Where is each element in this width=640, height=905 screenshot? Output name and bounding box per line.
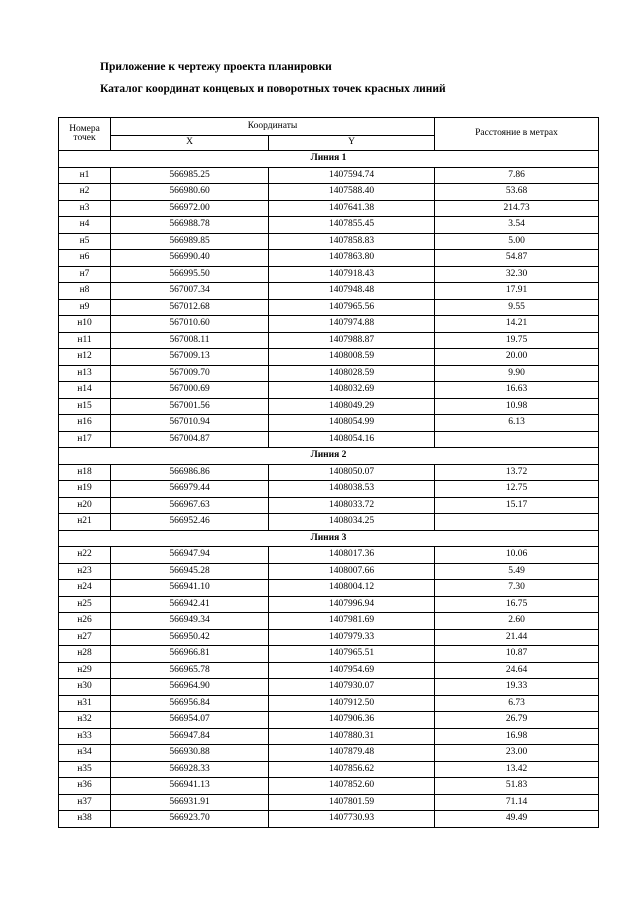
x-coordinate-cell: 566941.13 — [111, 778, 269, 795]
table-row — [59, 200, 599, 217]
table-row — [59, 794, 599, 811]
point-number-cell: н10 — [59, 316, 111, 333]
table-row — [59, 629, 599, 646]
y-coordinate-cell: 1407856.62 — [269, 761, 435, 778]
table-row — [59, 167, 599, 184]
y-coordinate-cell: 1408038.53 — [269, 481, 435, 498]
table-row — [59, 365, 599, 382]
distance-cell: 51.83 — [435, 778, 599, 795]
distance-cell — [435, 514, 599, 531]
table-row — [59, 233, 599, 250]
point-number-cell: н36 — [59, 778, 111, 795]
point-number-cell: н15 — [59, 398, 111, 415]
y-coordinate-cell: 1408028.59 — [269, 365, 435, 382]
x-coordinate-cell: 566988.78 — [111, 217, 269, 234]
x-coordinate-cell: 566947.84 — [111, 728, 269, 745]
distance-cell: 24.64 — [435, 662, 599, 679]
x-coordinate-cell: 566972.00 — [111, 200, 269, 217]
point-number-cell: н28 — [59, 646, 111, 663]
distance-cell: 54.87 — [435, 250, 599, 267]
point-number-cell: н26 — [59, 613, 111, 630]
y-coordinate-cell: 1407979.33 — [269, 629, 435, 646]
point-number-cell: н23 — [59, 563, 111, 580]
point-number-cell: н38 — [59, 811, 111, 828]
section-title: Линия 3 — [59, 530, 599, 547]
x-coordinate-cell: 566986.86 — [111, 464, 269, 481]
table-row — [59, 217, 599, 234]
distance-cell: 7.86 — [435, 167, 599, 184]
table-row — [59, 481, 599, 498]
distance-cell: 6.73 — [435, 695, 599, 712]
table-row — [59, 679, 599, 696]
header-distance: Расстояние в метрах — [435, 118, 599, 151]
table-row — [59, 464, 599, 481]
y-coordinate-cell: 1407879.48 — [269, 745, 435, 762]
y-coordinate-cell: 1407858.83 — [269, 233, 435, 250]
x-coordinate-cell: 566930.88 — [111, 745, 269, 762]
distance-cell: 5.00 — [435, 233, 599, 250]
point-number-cell: н29 — [59, 662, 111, 679]
distance-cell: 13.42 — [435, 761, 599, 778]
distance-cell: 53.68 — [435, 184, 599, 201]
y-coordinate-cell: 1407801.59 — [269, 794, 435, 811]
header-point-numbers: Номера точек — [59, 118, 111, 151]
table-row — [59, 382, 599, 399]
table-row — [59, 398, 599, 415]
table-row — [59, 580, 599, 597]
catalog-title: Каталог координат концевых и поворотных точек красных линий — [100, 83, 446, 95]
x-coordinate-cell: 567010.94 — [111, 415, 269, 432]
distance-cell: 16.98 — [435, 728, 599, 745]
x-coordinate-cell: 566942.41 — [111, 596, 269, 613]
table-row — [59, 431, 599, 448]
point-number-cell: н11 — [59, 332, 111, 349]
y-coordinate-cell: 1408032.69 — [269, 382, 435, 399]
point-number-cell: н18 — [59, 464, 111, 481]
section-title: Линия 2 — [59, 448, 599, 465]
table-row — [59, 811, 599, 828]
y-coordinate-cell: 1408004.12 — [269, 580, 435, 597]
y-coordinate-cell: 1408008.59 — [269, 349, 435, 366]
table-row — [59, 332, 599, 349]
point-number-cell: н32 — [59, 712, 111, 729]
table-row — [59, 761, 599, 778]
header-x: X — [111, 136, 269, 151]
y-coordinate-cell: 1408054.99 — [269, 415, 435, 432]
x-coordinate-cell: 567001.56 — [111, 398, 269, 415]
distance-cell: 32.30 — [435, 266, 599, 283]
x-coordinate-cell: 566964.90 — [111, 679, 269, 696]
y-coordinate-cell: 1407912.50 — [269, 695, 435, 712]
table-row — [59, 547, 599, 564]
point-number-cell: н2 — [59, 184, 111, 201]
y-coordinate-cell: 1407974.88 — [269, 316, 435, 333]
point-number-cell: н22 — [59, 547, 111, 564]
table-row — [59, 712, 599, 729]
table-row — [59, 415, 599, 432]
point-number-cell: н25 — [59, 596, 111, 613]
distance-cell — [435, 431, 599, 448]
table-row — [59, 497, 599, 514]
distance-cell: 13.72 — [435, 464, 599, 481]
y-coordinate-cell: 1407988.87 — [269, 332, 435, 349]
x-coordinate-cell: 566947.94 — [111, 547, 269, 564]
point-number-cell: н4 — [59, 217, 111, 234]
x-coordinate-cell: 567009.70 — [111, 365, 269, 382]
x-coordinate-cell: 566966.81 — [111, 646, 269, 663]
point-number-cell: н5 — [59, 233, 111, 250]
point-number-cell: н37 — [59, 794, 111, 811]
x-coordinate-cell: 566945.28 — [111, 563, 269, 580]
x-coordinate-cell: 567008.11 — [111, 332, 269, 349]
table-row — [59, 250, 599, 267]
y-coordinate-cell: 1407948.48 — [269, 283, 435, 300]
y-coordinate-cell: 1407588.40 — [269, 184, 435, 201]
x-coordinate-cell: 567010.60 — [111, 316, 269, 333]
point-number-cell: н13 — [59, 365, 111, 382]
point-number-cell: н33 — [59, 728, 111, 745]
x-coordinate-cell: 566979.44 — [111, 481, 269, 498]
y-coordinate-cell: 1407730.93 — [269, 811, 435, 828]
distance-cell: 6.13 — [435, 415, 599, 432]
distance-cell: 23.00 — [435, 745, 599, 762]
point-number-cell: н9 — [59, 299, 111, 316]
x-coordinate-cell: 566989.85 — [111, 233, 269, 250]
distance-cell: 16.63 — [435, 382, 599, 399]
table-row — [59, 266, 599, 283]
distance-cell: 21.44 — [435, 629, 599, 646]
x-coordinate-cell: 566995.50 — [111, 266, 269, 283]
x-coordinate-cell: 566967.63 — [111, 497, 269, 514]
distance-cell: 19.33 — [435, 679, 599, 696]
distance-cell: 26.79 — [435, 712, 599, 729]
distance-cell: 14.21 — [435, 316, 599, 333]
distance-cell: 3.54 — [435, 217, 599, 234]
x-coordinate-cell: 567012.68 — [111, 299, 269, 316]
table-row — [59, 613, 599, 630]
distance-cell: 9.90 — [435, 365, 599, 382]
distance-cell: 20.00 — [435, 349, 599, 366]
distance-cell: 12.75 — [435, 481, 599, 498]
y-coordinate-cell: 1408007.66 — [269, 563, 435, 580]
table-row — [59, 349, 599, 366]
section-title: Линия 1 — [59, 151, 599, 168]
point-number-cell: н30 — [59, 679, 111, 696]
point-number-cell: н20 — [59, 497, 111, 514]
y-coordinate-cell: 1408054.16 — [269, 431, 435, 448]
header-y: Y — [269, 136, 435, 151]
y-coordinate-cell: 1408034.25 — [269, 514, 435, 531]
x-coordinate-cell: 566980.60 — [111, 184, 269, 201]
distance-cell: 17.91 — [435, 283, 599, 300]
section-header-row — [59, 151, 599, 168]
table-row — [59, 662, 599, 679]
x-coordinate-cell: 567009.13 — [111, 349, 269, 366]
y-coordinate-cell: 1407965.51 — [269, 646, 435, 663]
table-row — [59, 596, 599, 613]
y-coordinate-cell: 1407954.69 — [269, 662, 435, 679]
y-coordinate-cell: 1407880.31 — [269, 728, 435, 745]
point-number-cell: н34 — [59, 745, 111, 762]
x-coordinate-cell: 566985.25 — [111, 167, 269, 184]
section-header-row — [59, 530, 599, 547]
y-coordinate-cell: 1407965.56 — [269, 299, 435, 316]
distance-cell: 19.75 — [435, 332, 599, 349]
table-row — [59, 728, 599, 745]
table-row — [59, 299, 599, 316]
point-number-cell: н24 — [59, 580, 111, 597]
y-coordinate-cell: 1407863.80 — [269, 250, 435, 267]
x-coordinate-cell: 566954.07 — [111, 712, 269, 729]
point-number-cell: н19 — [59, 481, 111, 498]
y-coordinate-cell: 1407855.45 — [269, 217, 435, 234]
x-coordinate-cell: 566923.70 — [111, 811, 269, 828]
distance-cell: 214.73 — [435, 200, 599, 217]
distance-cell: 5.49 — [435, 563, 599, 580]
distance-cell: 10.06 — [435, 547, 599, 564]
x-coordinate-cell: 567007.34 — [111, 283, 269, 300]
x-coordinate-cell: 566952.46 — [111, 514, 269, 531]
y-coordinate-cell: 1407906.36 — [269, 712, 435, 729]
table-row — [59, 695, 599, 712]
distance-cell: 10.98 — [435, 398, 599, 415]
x-coordinate-cell: 567004.87 — [111, 431, 269, 448]
x-coordinate-cell: 566990.40 — [111, 250, 269, 267]
x-coordinate-cell: 566931.91 — [111, 794, 269, 811]
point-number-cell: н35 — [59, 761, 111, 778]
point-number-cell: н27 — [59, 629, 111, 646]
x-coordinate-cell: 566928.33 — [111, 761, 269, 778]
point-number-cell: н14 — [59, 382, 111, 399]
x-coordinate-cell: 566949.34 — [111, 613, 269, 630]
x-coordinate-cell: 566965.78 — [111, 662, 269, 679]
y-coordinate-cell: 1408017.36 — [269, 547, 435, 564]
y-coordinate-cell: 1407641.38 — [269, 200, 435, 217]
table-row — [59, 563, 599, 580]
point-number-cell: н8 — [59, 283, 111, 300]
x-coordinate-cell: 566950.42 — [111, 629, 269, 646]
distance-cell: 16.75 — [435, 596, 599, 613]
table-row — [59, 778, 599, 795]
x-coordinate-cell: 566956.84 — [111, 695, 269, 712]
y-coordinate-cell: 1407930.07 — [269, 679, 435, 696]
distance-cell: 7.30 — [435, 580, 599, 597]
y-coordinate-cell: 1407918.43 — [269, 266, 435, 283]
distance-cell: 10.87 — [435, 646, 599, 663]
x-coordinate-cell: 567000.69 — [111, 382, 269, 399]
table-body — [59, 151, 599, 828]
point-number-cell: н6 — [59, 250, 111, 267]
point-number-cell: н17 — [59, 431, 111, 448]
point-number-cell: н1 — [59, 167, 111, 184]
coordinates-table — [58, 117, 599, 828]
table-row — [59, 514, 599, 531]
header-coordinates: Координаты — [111, 118, 435, 136]
point-number-cell: н12 — [59, 349, 111, 366]
distance-cell: 9.55 — [435, 299, 599, 316]
point-number-cell: н31 — [59, 695, 111, 712]
distance-cell: 2.60 — [435, 613, 599, 630]
point-number-cell: н21 — [59, 514, 111, 531]
point-number-cell: н16 — [59, 415, 111, 432]
distance-cell: 15.17 — [435, 497, 599, 514]
table-row — [59, 745, 599, 762]
table-row — [59, 184, 599, 201]
y-coordinate-cell: 1408033.72 — [269, 497, 435, 514]
distance-cell: 71.14 — [435, 794, 599, 811]
distance-cell: 49.49 — [435, 811, 599, 828]
point-number-cell: н3 — [59, 200, 111, 217]
y-coordinate-cell: 1407594.74 — [269, 167, 435, 184]
y-coordinate-cell: 1407996.94 — [269, 596, 435, 613]
y-coordinate-cell: 1408050.07 — [269, 464, 435, 481]
y-coordinate-cell: 1407852.60 — [269, 778, 435, 795]
document-title: Приложение к чертежу проекта планировки — [100, 61, 332, 73]
x-coordinate-cell: 566941.10 — [111, 580, 269, 597]
table-row — [59, 316, 599, 333]
section-header-row — [59, 448, 599, 465]
y-coordinate-cell: 1408049.29 — [269, 398, 435, 415]
table-row — [59, 646, 599, 663]
table-row — [59, 283, 599, 300]
y-coordinate-cell: 1407981.69 — [269, 613, 435, 630]
point-number-cell: н7 — [59, 266, 111, 283]
